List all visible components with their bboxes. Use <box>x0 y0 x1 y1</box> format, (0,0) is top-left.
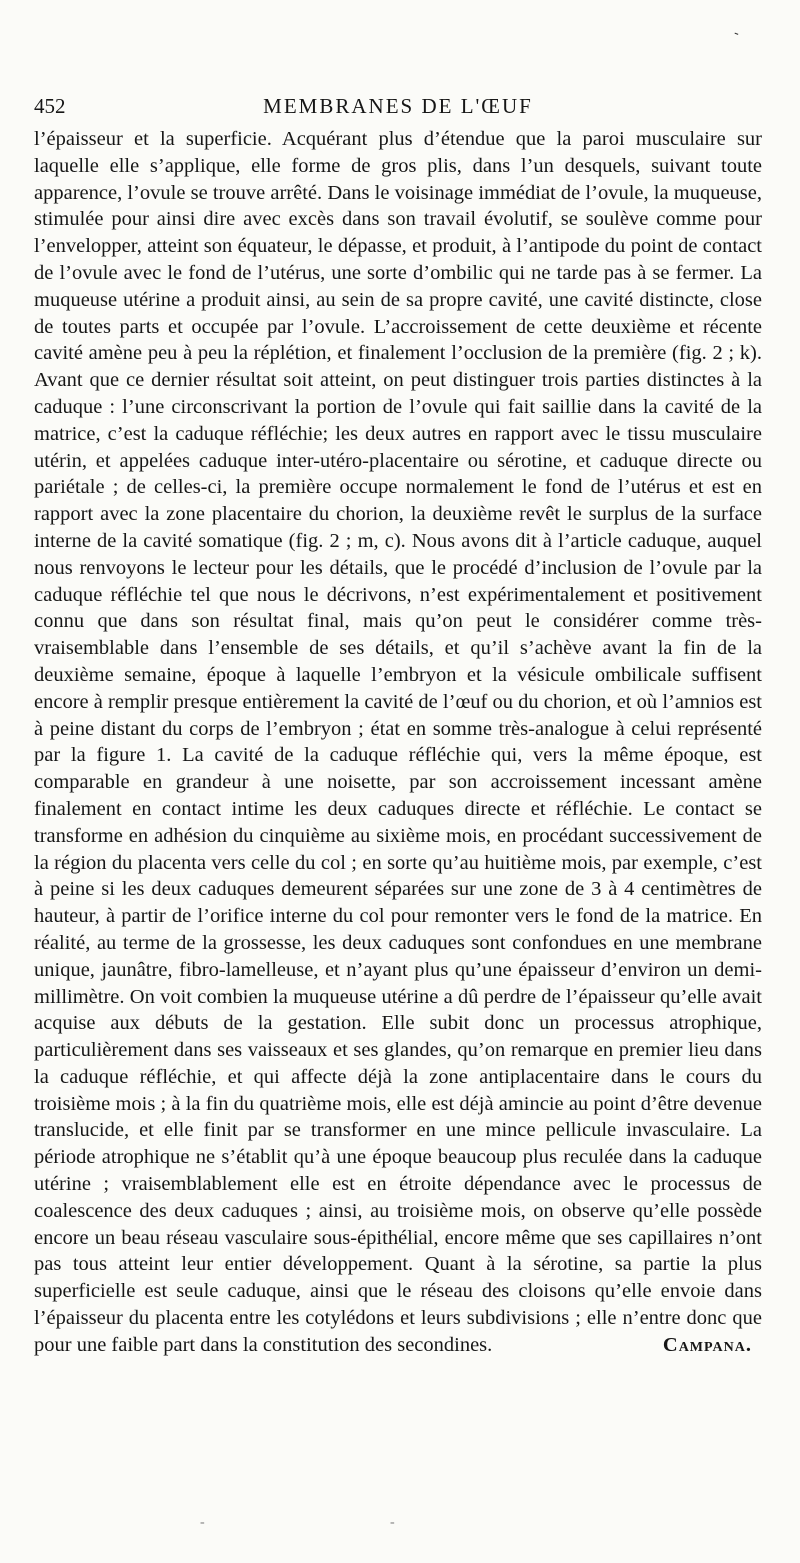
corner-mark: - <box>731 25 742 42</box>
page-header <box>34 94 762 122</box>
scan-mark: - <box>390 1515 395 1530</box>
page-number: 452 <box>34 94 66 118</box>
scan-mark: - <box>200 1515 205 1530</box>
author-signature: Campana. <box>662 1333 752 1356</box>
body-paragraph: l’épaisseur et la superficie. Acquérant plus d’étendue que la paroi musculaire sur laquelle elle s’applique, elle forme de gros plis, dans l’un desquels, suivant toute apparence, l’ovule se trouve arrêté. Dans le voisinage immédiat de l’ovule, la muqueuse, stimulée pour ainsi dire avec excès dans son travail évolutif, se soulève comme pour l’envelopper, atteint son équateur, le dépasse, et produit, à l’antipode du point de contact de l’ovule avec le fond de l’utérus, une sorte d’ombilic qui ne tarde pas à se fermer. La muqueuse utérine a produit ainsi, au sein de sa propre cavité, une cavité distincte, close de toutes parts et occupée par l’ovule. L’accroissement de cette deuxième et récente cavité amène peu à peu la réplétion, et finalement l’occlusion de la première (fig. 2 ; k). Avant que ce dernier résultat soit atteint, on peut distinguer trois parties distinctes à la caduque : l’une circonscrivant la portion de l’ovule qui fait saillie dans la cavité de la matrice, c’est la caduque réfléchie; les deux autres en rapport avec le tissu musculaire utérin, et appelées caduque inter-utéro-placentaire ou sérotine, et caduque directe ou pariétale ; de celles-ci, la première occupe normalement le fond de l’utérus et est en rapport avec la zone placentaire du chorion, la deuxième revêt le surplus de la surface interne de la cavité somatique (fig. 2 ; m, c). Nous avons dit à l’article caduque, auquel nous renvoyons le lecteur pour les détails, que le procédé d’inclusion de l’ovule par la caduque réfléchie tel que nous le décrivons, n’est expérimentalement et positivement connu que dans son résultat final, mais qu’on peut le considérer comme très-vraisemblable dans l’ensemble de ses détails, et qu’il s’achève avant la fin de la deuxième semaine, époque à laquelle l’embryon et la vésicule ombilicale suffisent encore à remplir presque entièrement la cavité de l’œuf ou du chorion, et où l’amnios est à peine distant du corps de l’embryon ; état en somme très-analogue à celui représenté par la figure 1. La cavité de la caduque réfléchie qui, vers la même époque, est comparable en grandeur à une noisette, par son accroissement incessant amène finalement en contact intime les deux caduques directe et réfléchie. Le contact se transforme en adhésion du cinquième au sixième mois, en procédant successivement de la région du placenta vers celle du col ; en sorte qu’au huitième mois, par exemple, c’est à peine si les deux caduques demeurent séparées sur une zone de 3 à 4 centimètres de hauteur, à partir de l’orifice interne du col pour remonter vers le fond de la matrice. En réalité, au terme de la grossesse, les deux caduques sont confondues en une membrane unique, jaunâtre, fibro-lamelleuse, et n’ayant plus qu’une épaisseur d’environ un demi-millimètre. On voit combien la muqueuse utérine a dû perdre de l’épaisseur qu’elle avait acquise aux débuts de la gestation. Elle subit donc un processus atrophique, particulièrement dans ses vaisseaux et ses glandes, qu’on remarque en premier lieu dans la caduque réfléchie, et qui affecte déjà la zone antiplacentaire dans le cours du troisième mois ; à la fin du quatrième mois, elle est déjà amincie au point d’être devenue translucide, et elle finit par se transformer en une mince pellicule invasculaire. La période atrophique ne s’établit qu’à une époque beaucoup plus reculée dans la caduque utérine ; vraisemblablement elle est en étroite dépendance avec le processus de coalescence des deux caduques ; ainsi, au troisième mois, on observe qu’elle possède encore un beau réseau vasculaire sous-épithélial, encore même que ses capillaires n’ont pas tous atteint leur entier développement. Quant à la sérotine, sa partie la plus superficielle est seule caduque, ainsi que le réseau des cloisons qu’elle envoie dans l’épaisseur du placenta entre les cotylédons et leurs subdivisions ; elle n’entre donc que pour une faible part dans la constitution des secondines. <box>34 128 762 1356</box>
running-title: MEMBRANES DE L'ŒUF <box>263 94 533 118</box>
body-text <box>34 126 762 1359</box>
